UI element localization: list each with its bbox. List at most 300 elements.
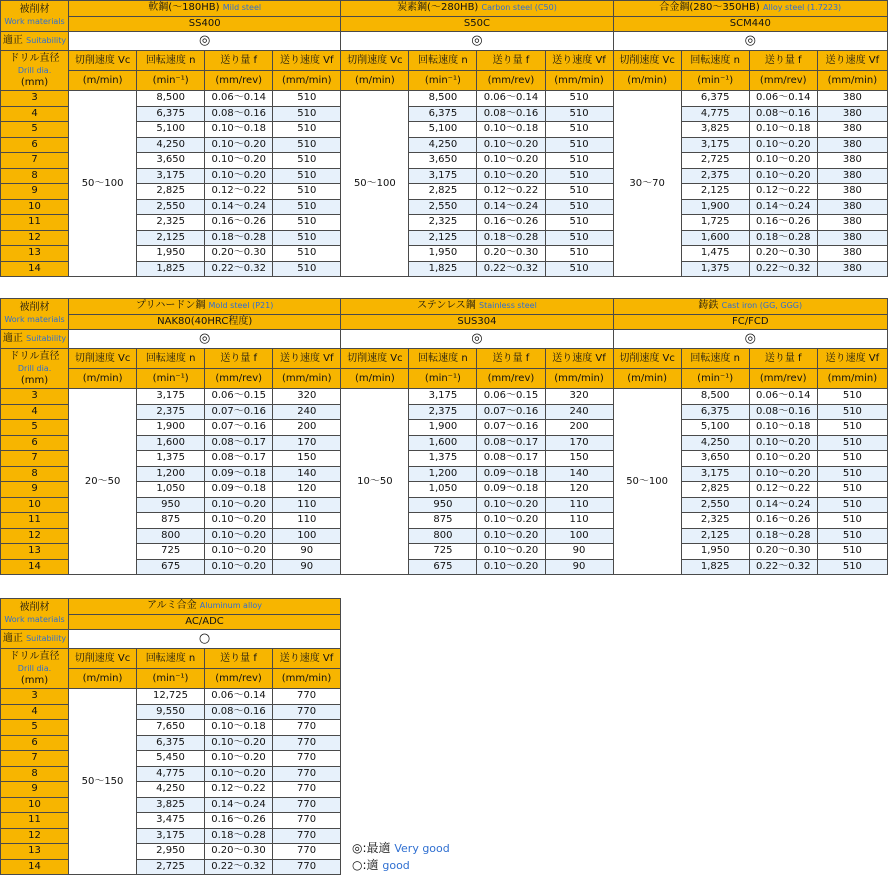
spindle-speed-value: 3,825: [681, 122, 749, 138]
work-material-label: [1, 1, 69, 32]
feed-value: 0.16～0.26: [477, 215, 545, 231]
spindle-speed-value: 950: [137, 497, 205, 513]
drill-diameter-value: 3: [1, 389, 69, 405]
feed-speed-value: 510: [273, 261, 341, 277]
spindle-speed-value: 725: [137, 544, 205, 560]
feed-value: 0.10～0.20: [205, 168, 273, 184]
drill-diameter-value: 3: [1, 91, 69, 107]
spindle-speed-value: 9,550: [137, 704, 205, 720]
feed-value: 0.10～0.20: [205, 513, 273, 529]
column-header-f: 送り量 f: [749, 51, 817, 71]
spindle-speed-value: 5,100: [137, 122, 205, 138]
feed-value: 0.14～0.24: [477, 199, 545, 215]
feed-speed-value: 240: [273, 404, 341, 420]
spindle-speed-value: 2,125: [681, 184, 749, 200]
feed-speed-value: 770: [273, 704, 341, 720]
feed-speed-value: 150: [545, 451, 613, 467]
table-row: [1, 704, 341, 720]
drill-diameter-jp: ドリル直径: [9, 52, 60, 64]
table-block: [0, 598, 341, 875]
spindle-speed-value: 1,825: [681, 559, 749, 575]
feed-speed-value: 380: [817, 153, 887, 169]
feed-value: 0.10～0.20: [477, 559, 545, 575]
drill-diameter-value: 8: [1, 168, 69, 184]
feed-speed-value: 510: [545, 246, 613, 262]
work-material-en: Work materials: [4, 615, 65, 624]
feed-value: 0.16～0.26: [205, 215, 273, 231]
feed-speed-value: 380: [817, 246, 887, 262]
feed-value: 0.10～0.20: [477, 137, 545, 153]
column-header-row: [1, 349, 888, 369]
drill-diameter-value: 8: [1, 466, 69, 482]
material-name-jp: ステンレス鋼: [417, 300, 476, 312]
cutting-speed-value: 50～100: [341, 91, 409, 277]
feed-value: 0.10～0.18: [477, 122, 545, 138]
material-grade-row: [1, 314, 888, 330]
feed-speed-value: 770: [273, 859, 341, 875]
feed-speed-value: 380: [817, 230, 887, 246]
spindle-speed-value: 3,175: [409, 168, 477, 184]
drill-diameter-value: 7: [1, 451, 69, 467]
spindle-speed-value: 3,650: [137, 153, 205, 169]
drill-diameter-value: 11: [1, 215, 69, 231]
drill-diameter-value: 5: [1, 420, 69, 436]
drill-diameter-label: [1, 51, 69, 91]
feed-speed-value: 110: [545, 513, 613, 529]
feed-value: 0.06～0.14: [749, 389, 817, 405]
spindle-speed-value: 875: [137, 513, 205, 529]
column-unit-n: (min⁻¹): [137, 669, 205, 689]
spindle-speed-value: 6,375: [409, 106, 477, 122]
unit-row: [1, 71, 888, 91]
spindle-speed-value: 1,900: [681, 199, 749, 215]
feed-value: 0.20～0.30: [205, 844, 273, 860]
feed-speed-value: 170: [273, 435, 341, 451]
feed-value: 0.10～0.18: [749, 420, 817, 436]
drill-diameter-value: 12: [1, 828, 69, 844]
suitability-label: [1, 330, 69, 349]
table-block: [0, 0, 888, 277]
feed-speed-value: 770: [273, 766, 341, 782]
column-unit-f: (mm/rev): [749, 71, 817, 91]
drill-diameter-value: 13: [1, 246, 69, 262]
feed-speed-value: 510: [545, 137, 613, 153]
feed-value: 0.10～0.20: [477, 168, 545, 184]
feed-speed-value: 380: [817, 137, 887, 153]
feed-speed-value: 510: [545, 153, 613, 169]
feed-value: 0.10～0.20: [749, 137, 817, 153]
drill-diameter-value: 5: [1, 720, 69, 736]
spindle-speed-value: 3,475: [137, 813, 205, 829]
feed-speed-value: 380: [817, 199, 887, 215]
column-unit-n: (min⁻¹): [137, 71, 205, 91]
material-grade: S50C: [341, 16, 613, 32]
feed-speed-value: 510: [273, 137, 341, 153]
material-name: [69, 299, 341, 315]
feed-speed-value: 510: [545, 199, 613, 215]
suitability-symbol: ◎: [613, 330, 887, 349]
feed-value: 0.20～0.30: [749, 246, 817, 262]
drill-diameter-value: 13: [1, 844, 69, 860]
column-header-n: 回転速度 n: [137, 349, 205, 369]
spindle-speed-value: 6,375: [681, 404, 749, 420]
column-header-vf: 送り速度 Vf: [273, 349, 341, 369]
feed-speed-value: 510: [273, 246, 341, 262]
feed-value: 0.14～0.24: [205, 797, 273, 813]
feed-speed-value: 380: [817, 215, 887, 231]
spindle-speed-value: 2,825: [409, 184, 477, 200]
feed-speed-value: 510: [273, 230, 341, 246]
feed-value: 0.08～0.16: [477, 106, 545, 122]
feed-speed-value: 510: [817, 497, 887, 513]
drill-diameter-unit: (mm): [20, 76, 49, 88]
column-header-n: 回転速度 n: [409, 51, 477, 71]
column-unit-vc: (m/min): [341, 71, 409, 91]
spindle-speed-value: 2,550: [409, 199, 477, 215]
feed-speed-value: 380: [817, 91, 887, 107]
suitability-row: [1, 330, 888, 349]
column-unit-f: (mm/rev): [749, 369, 817, 389]
material-name: [613, 299, 887, 315]
spindle-speed-value: 5,100: [409, 122, 477, 138]
feed-value: 0.07～0.16: [205, 404, 273, 420]
feed-speed-value: 770: [273, 813, 341, 829]
drill-diameter-value: 11: [1, 513, 69, 529]
column-unit-f: (mm/rev): [477, 71, 545, 91]
feed-speed-value: 770: [273, 720, 341, 736]
column-header-vc: 切削速度 Vc: [613, 349, 681, 369]
feed-speed-value: 510: [817, 404, 887, 420]
suitability-jp: 適正: [2, 333, 23, 344]
spindle-speed-value: 675: [409, 559, 477, 575]
column-header-vc: 切削速度 Vc: [69, 349, 137, 369]
material-name-en: Aluminum alloy: [199, 601, 263, 611]
column-unit-vf: (mm/min): [273, 669, 341, 689]
feed-value: 0.10～0.20: [205, 559, 273, 575]
feed-speed-value: 380: [817, 106, 887, 122]
feed-speed-value: 510: [273, 184, 341, 200]
suitability-symbol: ○: [69, 630, 341, 649]
feed-value: 0.18～0.28: [749, 230, 817, 246]
feed-speed-value: 510: [273, 199, 341, 215]
feed-value: 0.18～0.28: [749, 528, 817, 544]
table-row: [1, 735, 341, 751]
spindle-speed-value: 7,650: [137, 720, 205, 736]
feed-value: 0.07～0.16: [205, 420, 273, 436]
feed-speed-value: 90: [273, 544, 341, 560]
suitability-jp: 適正: [2, 35, 23, 46]
drill-diameter-value: 10: [1, 497, 69, 513]
feed-speed-value: 510: [273, 153, 341, 169]
spindle-speed-value: 1,375: [409, 451, 477, 467]
table-row: [1, 689, 341, 705]
column-unit-vf: (mm/min): [817, 71, 887, 91]
column-header-vf: 送り速度 Vf: [817, 349, 887, 369]
spindle-speed-value: 4,250: [137, 137, 205, 153]
suitability-symbol: ◎: [613, 32, 887, 51]
drill-diameter-value: 8: [1, 766, 69, 782]
feed-value: 0.06～0.14: [749, 91, 817, 107]
spindle-speed-value: 1,825: [137, 261, 205, 277]
suitability-symbol: ◎: [69, 330, 341, 349]
feed-speed-value: 510: [817, 559, 887, 575]
feed-speed-value: 510: [545, 261, 613, 277]
suitability-en: Suitability: [26, 634, 67, 643]
spindle-speed-value: 3,175: [137, 389, 205, 405]
table-row: [1, 813, 341, 829]
feed-speed-value: 510: [273, 106, 341, 122]
feed-value: 0.22～0.32: [749, 559, 817, 575]
material-name-en: Stainless steel: [479, 301, 537, 311]
feed-value: 0.08～0.16: [205, 704, 273, 720]
feed-speed-value: 510: [273, 122, 341, 138]
feed-value: 0.20～0.30: [477, 246, 545, 262]
column-unit-vc: (m/min): [69, 669, 137, 689]
feed-speed-value: 200: [273, 420, 341, 436]
material-grade: SUS304: [341, 314, 613, 330]
table-row: [1, 766, 341, 782]
feed-speed-value: 90: [545, 544, 613, 560]
legend-very-good: [352, 840, 450, 857]
cutting-speed-value: 20～50: [69, 389, 137, 575]
feed-value: 0.10～0.20: [205, 153, 273, 169]
spindle-speed-value: 1,950: [409, 246, 477, 262]
work-material-label: [1, 299, 69, 330]
feed-speed-value: 320: [273, 389, 341, 405]
legend-good-en: good: [382, 859, 410, 872]
spindle-speed-value: 2,825: [137, 184, 205, 200]
feed-speed-value: 510: [817, 389, 887, 405]
cutting-conditions-table: [0, 298, 888, 575]
feed-value: 0.08～0.17: [205, 451, 273, 467]
spindle-speed-value: 1,375: [137, 451, 205, 467]
column-unit-f: (mm/rev): [205, 369, 273, 389]
drill-diameter-value: 10: [1, 199, 69, 215]
feed-value: 0.16～0.26: [749, 215, 817, 231]
feed-value: 0.16～0.26: [205, 813, 273, 829]
column-header-n: 回転速度 n: [681, 51, 749, 71]
spindle-speed-value: 5,450: [137, 751, 205, 767]
feed-speed-value: 770: [273, 797, 341, 813]
table-block: [0, 298, 888, 575]
suitability-label: [1, 630, 69, 649]
unit-row: [1, 369, 888, 389]
feed-value: 0.06～0.15: [205, 389, 273, 405]
table-row: [1, 797, 341, 813]
legend-very-good-symbol: ◎:: [352, 841, 367, 855]
legend-good-jp: 適: [366, 858, 379, 872]
drill-diameter-value: 7: [1, 751, 69, 767]
table-row: [1, 720, 341, 736]
suitability-jp: 適正: [2, 633, 23, 644]
suitability-en: Suitability: [26, 334, 67, 343]
spindle-speed-value: 1,375: [681, 261, 749, 277]
feed-speed-value: 510: [817, 466, 887, 482]
suitability-legend: [352, 840, 450, 874]
spindle-speed-value: 2,375: [137, 404, 205, 420]
feed-value: 0.16～0.26: [749, 513, 817, 529]
spindle-speed-value: 1,725: [681, 215, 749, 231]
feed-speed-value: 510: [273, 168, 341, 184]
column-unit-f: (mm/rev): [477, 369, 545, 389]
feed-speed-value: 110: [273, 497, 341, 513]
column-header-vc: 切削速度 Vc: [613, 51, 681, 71]
material-name: [613, 1, 887, 17]
table-row: [1, 782, 341, 798]
feed-value: 0.12～0.22: [477, 184, 545, 200]
feed-value: 0.06～0.14: [477, 91, 545, 107]
drill-diameter-value: 14: [1, 261, 69, 277]
feed-speed-value: 770: [273, 735, 341, 751]
column-header-n: 回転速度 n: [137, 51, 205, 71]
spindle-speed-value: 4,250: [137, 782, 205, 798]
material-name-jp: 合金鋼(280～350HB): [659, 2, 760, 14]
feed-value: 0.10～0.20: [477, 153, 545, 169]
feed-value: 0.22～0.32: [205, 859, 273, 875]
column-unit-vc: (m/min): [613, 71, 681, 91]
table-row: [1, 751, 341, 767]
feed-speed-value: 120: [545, 482, 613, 498]
drill-diameter-unit: (mm): [20, 374, 49, 386]
feed-speed-value: 510: [545, 91, 613, 107]
feed-value: 0.08～0.17: [205, 435, 273, 451]
spindle-speed-value: 875: [409, 513, 477, 529]
drill-diameter-value: 12: [1, 528, 69, 544]
column-unit-vc: (m/min): [613, 369, 681, 389]
column-unit-n: (min⁻¹): [409, 71, 477, 91]
spindle-speed-value: 2,325: [409, 215, 477, 231]
drill-diameter-value: 4: [1, 704, 69, 720]
cutting-conditions-table: [0, 0, 888, 277]
spindle-speed-value: 950: [409, 497, 477, 513]
spindle-speed-value: 2,325: [137, 215, 205, 231]
column-header-vc: 切削速度 Vc: [69, 649, 137, 669]
legend-very-good-en: Very good: [394, 842, 450, 855]
drill-diameter-value: 13: [1, 544, 69, 560]
spindle-speed-value: 2,325: [681, 513, 749, 529]
column-header-vf: 送り速度 Vf: [545, 349, 613, 369]
feed-value: 0.06～0.14: [205, 91, 273, 107]
feed-value: 0.10～0.20: [749, 168, 817, 184]
drill-diameter-label: [1, 349, 69, 389]
spindle-speed-value: 2,550: [681, 497, 749, 513]
feed-value: 0.10～0.20: [205, 766, 273, 782]
feed-speed-value: 510: [817, 420, 887, 436]
feed-value: 0.22～0.32: [477, 261, 545, 277]
feed-value: 0.18～0.28: [205, 828, 273, 844]
spindle-speed-value: 8,500: [681, 389, 749, 405]
feed-speed-value: 770: [273, 782, 341, 798]
spindle-speed-value: 2,375: [409, 404, 477, 420]
feed-value: 0.08～0.17: [477, 435, 545, 451]
feed-speed-value: 510: [545, 106, 613, 122]
column-unit-vf: (mm/min): [545, 369, 613, 389]
spindle-speed-value: 1,200: [137, 466, 205, 482]
feed-value: 0.10～0.20: [477, 497, 545, 513]
spindle-speed-value: 3,175: [681, 466, 749, 482]
spindle-speed-value: 6,375: [137, 106, 205, 122]
drill-diameter-value: 7: [1, 153, 69, 169]
material-name: [69, 1, 341, 17]
column-unit-vc: (m/min): [69, 71, 137, 91]
material-name: [69, 599, 341, 615]
feed-value: 0.10～0.18: [205, 720, 273, 736]
feed-value: 0.07～0.16: [477, 404, 545, 420]
feed-value: 0.12～0.22: [749, 482, 817, 498]
work-material-en: Work materials: [4, 17, 65, 26]
feed-speed-value: 770: [273, 751, 341, 767]
suitability-label: [1, 32, 69, 51]
material-name-en: Mild steel: [222, 3, 262, 13]
feed-value: 0.08～0.17: [477, 451, 545, 467]
column-header-f: 送り量 f: [205, 51, 273, 71]
column-header-f: 送り量 f: [205, 349, 273, 369]
drill-diameter-value: 6: [1, 735, 69, 751]
table-row: [1, 828, 341, 844]
drill-diameter-en: Drill dia.: [17, 663, 52, 673]
drill-diameter-jp: ドリル直径: [9, 350, 60, 362]
cutting-speed-value: 30～70: [613, 91, 681, 277]
feed-value: 0.18～0.28: [477, 230, 545, 246]
cutting-speed-value: 50～100: [613, 389, 681, 575]
feed-value: 0.07～0.16: [477, 420, 545, 436]
column-header-vf: 送り速度 Vf: [545, 51, 613, 71]
spindle-speed-value: 2,825: [681, 482, 749, 498]
material-name: [341, 1, 613, 17]
column-unit-n: (min⁻¹): [681, 369, 749, 389]
spindle-speed-value: 2,725: [137, 859, 205, 875]
column-header-vc: 切削速度 Vc: [341, 51, 409, 71]
feed-speed-value: 510: [273, 215, 341, 231]
feed-speed-value: 510: [817, 528, 887, 544]
suitability-symbol: ◎: [69, 32, 341, 51]
drill-diameter-value: 12: [1, 230, 69, 246]
spindle-speed-value: 4,775: [681, 106, 749, 122]
feed-speed-value: 100: [273, 528, 341, 544]
material-name-jp: 軟鋼(～180HB): [148, 2, 220, 14]
drill-diameter-value: 10: [1, 797, 69, 813]
feed-value: 0.10～0.20: [205, 735, 273, 751]
column-header-n: 回転速度 n: [137, 649, 205, 669]
spindle-speed-value: 1,900: [409, 420, 477, 436]
spindle-speed-value: 1,900: [137, 420, 205, 436]
spindle-speed-value: 2,550: [137, 199, 205, 215]
feed-value: 0.08～0.16: [205, 106, 273, 122]
column-header-row: [1, 649, 341, 669]
table-row: [1, 91, 888, 107]
feed-speed-value: 510: [545, 230, 613, 246]
column-unit-vf: (mm/min): [273, 71, 341, 91]
feed-speed-value: 150: [273, 451, 341, 467]
feed-value: 0.09～0.18: [205, 482, 273, 498]
column-unit-vc: (m/min): [341, 369, 409, 389]
feed-value: 0.09～0.18: [477, 482, 545, 498]
suitability-symbol: ◎: [341, 32, 613, 51]
spindle-speed-value: 800: [409, 528, 477, 544]
column-unit-f: (mm/rev): [205, 71, 273, 91]
spindle-speed-value: 3,175: [681, 137, 749, 153]
feed-speed-value: 770: [273, 844, 341, 860]
drill-diameter-value: 6: [1, 435, 69, 451]
feed-value: 0.20～0.30: [749, 544, 817, 560]
material-grade: NAK80(40HRC程度): [69, 314, 341, 330]
material-grade: AC/ADC: [69, 614, 341, 630]
spindle-speed-value: 1,825: [409, 261, 477, 277]
feed-value: 0.22～0.32: [205, 261, 273, 277]
spindle-speed-value: 2,950: [137, 844, 205, 860]
spindle-speed-value: 1,950: [681, 544, 749, 560]
spindle-speed-value: 2,125: [681, 528, 749, 544]
